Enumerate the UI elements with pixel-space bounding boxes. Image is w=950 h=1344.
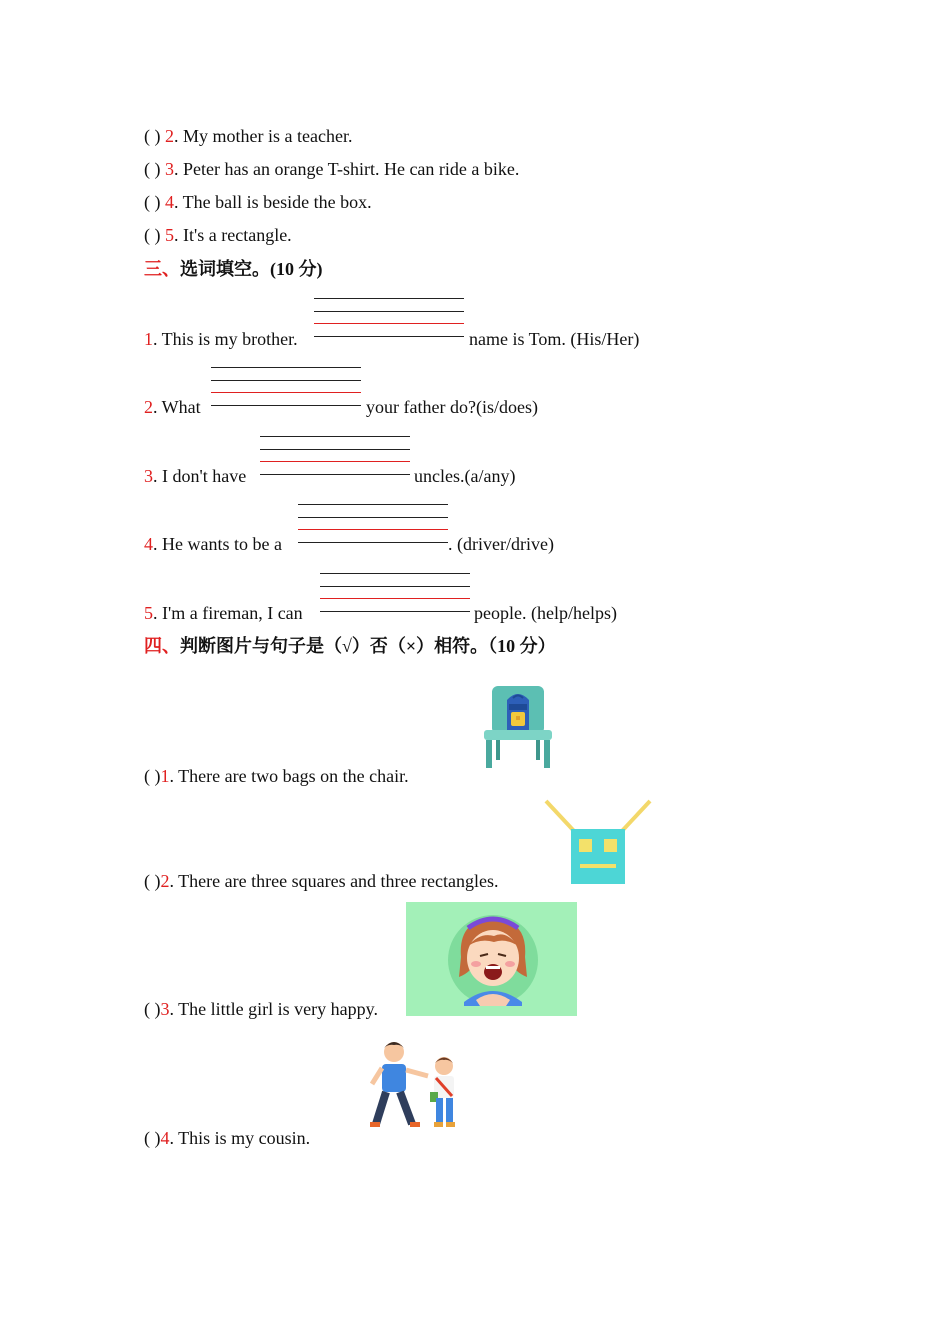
question-text: . What bbox=[153, 397, 201, 417]
answer-parens[interactable]: ( ) bbox=[144, 766, 161, 786]
picture-question-row bbox=[144, 765, 409, 787]
robot-head-image bbox=[544, 799, 652, 886]
answer-blank[interactable] bbox=[298, 504, 448, 544]
question-text-after: your father do?(is/does) bbox=[366, 397, 538, 417]
answer-parens[interactable]: ( ) bbox=[144, 159, 161, 179]
question-number: 5 bbox=[165, 225, 174, 245]
fill-blank-row bbox=[144, 328, 298, 350]
question-row bbox=[144, 191, 372, 213]
answer-parens[interactable]: ( ) bbox=[144, 871, 161, 891]
section-title: 判断图片与句子是（√）否（×）相符。（10 分） bbox=[180, 636, 556, 656]
section-number: 三、 bbox=[144, 259, 180, 279]
question-text-after: uncles.(a/any) bbox=[414, 466, 516, 486]
answer-parens[interactable]: ( ) bbox=[144, 999, 161, 1019]
fill-blank-row bbox=[144, 465, 246, 487]
answer-blank[interactable] bbox=[211, 367, 361, 407]
answer-blank[interactable] bbox=[314, 298, 464, 338]
chair-with-backpack-image bbox=[482, 684, 554, 770]
question-text: . I don't have bbox=[153, 466, 247, 486]
section-title: 选词填空。(10 分) bbox=[180, 259, 323, 279]
section-heading bbox=[144, 635, 556, 657]
question-text: . It's a rectangle. bbox=[174, 225, 292, 245]
answer-blank[interactable] bbox=[260, 436, 410, 476]
question-text: . This is my brother. bbox=[153, 329, 298, 349]
question-text: . There are three squares and three rectangles. bbox=[169, 871, 499, 891]
question-number: 5 bbox=[144, 603, 153, 623]
question-number: 4 bbox=[160, 1128, 170, 1148]
section-number: 四、 bbox=[144, 636, 180, 656]
question-number: 3 bbox=[160, 999, 170, 1019]
picture-question-row bbox=[144, 870, 499, 892]
answer-parens[interactable]: ( ) bbox=[144, 225, 161, 245]
question-number: 4 bbox=[144, 534, 153, 554]
picture-question-row bbox=[144, 998, 378, 1020]
question-text: . I'm a fireman, I can bbox=[153, 603, 303, 623]
question-text-after: . (driver/drive) bbox=[448, 534, 554, 554]
crying-girl-image bbox=[406, 902, 577, 1016]
answer-blank[interactable] bbox=[320, 573, 470, 613]
answer-parens[interactable]: ( ) bbox=[144, 126, 161, 146]
question-text-after: name is Tom. (His/Her) bbox=[469, 329, 640, 349]
fill-blank-row bbox=[144, 602, 303, 624]
question-number: 2 bbox=[144, 397, 153, 417]
question-text: . The ball is beside the box. bbox=[174, 192, 372, 212]
picture-question-row bbox=[144, 1127, 310, 1149]
fill-blank-row bbox=[144, 396, 201, 418]
question-text: . There are two bags on the chair. bbox=[169, 766, 409, 786]
question-number: 2 bbox=[165, 126, 174, 146]
question-number: 4 bbox=[165, 192, 174, 212]
fill-blank-row bbox=[144, 533, 282, 555]
question-text: . He wants to be a bbox=[153, 534, 282, 554]
question-text-after: people. (help/helps) bbox=[474, 603, 617, 623]
question-text: . This is my cousin. bbox=[169, 1128, 311, 1148]
question-number: 1 bbox=[144, 329, 153, 349]
question-text: . Peter has an orange T-shirt. He can ride a bike. bbox=[174, 159, 520, 179]
question-row bbox=[144, 125, 352, 147]
question-row bbox=[144, 224, 292, 246]
question-number: 3 bbox=[144, 466, 153, 486]
answer-parens[interactable]: ( ) bbox=[144, 1128, 161, 1148]
man-and-boy-image bbox=[370, 1036, 462, 1136]
question-text: . The little girl is very happy. bbox=[169, 999, 378, 1019]
question-text: . My mother is a teacher. bbox=[174, 126, 353, 146]
answer-parens[interactable]: ( ) bbox=[144, 192, 161, 212]
question-row bbox=[144, 158, 519, 180]
question-number: 2 bbox=[160, 871, 170, 891]
question-number: 3 bbox=[165, 159, 174, 179]
question-number: 1 bbox=[160, 766, 170, 786]
section-heading bbox=[144, 258, 323, 280]
